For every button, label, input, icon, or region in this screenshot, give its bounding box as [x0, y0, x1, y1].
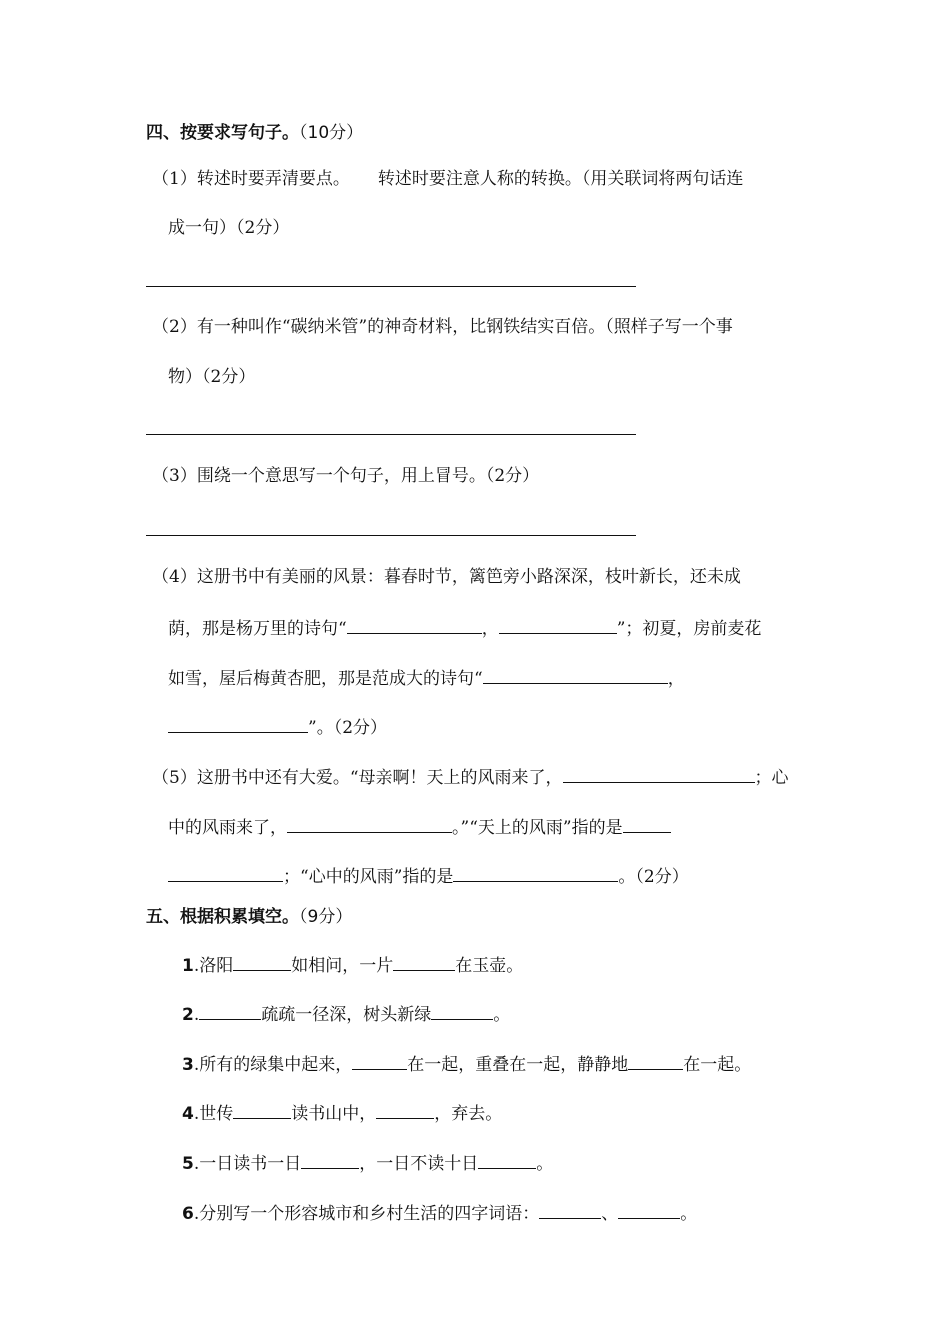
blank-item-5b[interactable] — [478, 1150, 536, 1169]
question-4-text-2b: ， — [481, 619, 499, 639]
item-text-b: 如相问，一片 — [291, 956, 394, 976]
blank-item-6a[interactable] — [539, 1200, 601, 1219]
question-1-line-1 — [152, 167, 743, 191]
question-4-text-2a: 荫，那是杨万里的诗句“ — [168, 619, 347, 639]
section-4-heading — [146, 121, 363, 145]
blank-poem-1a[interactable] — [347, 615, 482, 634]
section-4-points: （10分） — [299, 123, 364, 143]
item-text-c: 在一起。 — [683, 1055, 752, 1075]
item-number: 1 — [182, 956, 194, 976]
blank-item-1a[interactable] — [233, 952, 291, 971]
blank-heart-rain[interactable] — [453, 863, 618, 882]
fill-item-2 — [182, 1001, 510, 1027]
fill-item-6 — [182, 1200, 697, 1226]
item-text-b: 疏疏一径深，树头新绿 — [261, 1005, 432, 1025]
item-text-c: 。 — [493, 1005, 511, 1025]
question-5-text-3a: ；“心中的风雨”指的是 — [283, 867, 454, 887]
section-5-heading — [146, 905, 352, 929]
fill-item-3 — [182, 1051, 751, 1077]
question-5-text-1b: ；心 — [754, 768, 789, 788]
item-text-a: .一日读书一日 — [193, 1154, 302, 1174]
question-4-line-1: （4）这册书中有美丽的风景：暮春时节，篱笆旁小路深深，枝叶新长，还未成 — [152, 567, 741, 587]
item-text-b: ，一日不读十日 — [359, 1154, 479, 1174]
blank-mother-2[interactable] — [287, 814, 452, 833]
item-text-b: 、 — [601, 1204, 619, 1224]
item-number: 2 — [182, 1005, 194, 1025]
item-text-b: 读书山中， — [291, 1104, 377, 1124]
blank-item-2b[interactable] — [431, 1001, 493, 1020]
fill-item-1 — [182, 952, 523, 978]
blank-item-4b[interactable] — [376, 1100, 434, 1119]
blank-item-3b[interactable] — [628, 1051, 683, 1070]
answer-line-3[interactable] — [146, 535, 636, 536]
blank-poem-2b[interactable] — [168, 714, 308, 733]
item-text-a: .洛阳 — [193, 956, 234, 976]
item-text-c: 。 — [536, 1154, 554, 1174]
item-text-a: .分别写一个形容城市和乡村生活的四字词语： — [193, 1204, 540, 1224]
question-1-text-a: （1）转述时要弄清要点。 — [152, 169, 350, 189]
question-1-text-b: 转述时要注意人称的转换。（用关联词将两句话连 — [377, 169, 744, 189]
question-2-line-2: 物）（2分） — [168, 367, 256, 387]
section-5-points: （9分） — [299, 907, 353, 927]
blank-sky-rain-start[interactable] — [623, 814, 671, 833]
fill-item-5 — [182, 1150, 553, 1176]
question-4-text-2c: ”；初夏，房前麦花 — [616, 619, 762, 639]
blank-item-1b[interactable] — [393, 952, 455, 971]
item-text-a: .世传 — [193, 1104, 234, 1124]
item-text-a: .所有的绿集中起来， — [193, 1055, 353, 1075]
question-4-line-4 — [168, 714, 387, 740]
question-3-line-1: （3）围绕一个意思写一个句子，用上冒号。（2分） — [152, 466, 540, 486]
blank-mother-1[interactable] — [563, 764, 755, 783]
item-number: 3 — [182, 1055, 194, 1075]
blank-poem-2a[interactable] — [483, 665, 668, 684]
item-number: 6 — [182, 1204, 194, 1224]
fill-item-4 — [182, 1100, 502, 1126]
item-number: 5 — [182, 1154, 194, 1174]
question-4-line-2 — [168, 615, 761, 641]
question-5-line-3 — [168, 863, 689, 889]
question-5-text-3b: 。（2分） — [618, 867, 689, 887]
question-5-text-2a: 中的风雨来了， — [168, 818, 287, 838]
question-1-line-2: 成一句）（2分） — [168, 218, 290, 238]
question-4-text-4: ”。（2分） — [308, 718, 388, 738]
item-text-c: 。 — [680, 1204, 698, 1224]
question-5-text-2b: 。”“天上的风雨”指的是 — [452, 818, 623, 838]
blank-item-4a[interactable] — [233, 1100, 291, 1119]
item-text-c: ，弃去。 — [434, 1104, 503, 1124]
question-4-text-3b: ， — [667, 669, 685, 689]
blank-item-6b[interactable] — [618, 1200, 680, 1219]
item-text-c: 在玉壶。 — [455, 956, 524, 976]
item-text-b: 在一起，重叠在一起，静静地 — [407, 1055, 629, 1075]
item-number: 4 — [182, 1104, 194, 1124]
question-5-line-2 — [168, 814, 671, 840]
section-5-title: 五、根据积累填空。 — [146, 907, 299, 927]
blank-poem-1b[interactable] — [499, 615, 617, 634]
section-4-title: 四、按要求写句子。 — [146, 123, 299, 143]
blank-item-5a[interactable] — [301, 1150, 359, 1169]
blank-item-2a[interactable] — [199, 1001, 261, 1020]
answer-line-1[interactable] — [146, 286, 636, 287]
question-5-line-1 — [152, 764, 789, 790]
answer-line-2[interactable] — [146, 434, 636, 435]
question-2-line-1: （2）有一种叫作“碳纳米管”的神奇材料，比钢铁结实百倍。（照样子写一个事 — [152, 317, 733, 337]
question-4-text-3a: 如雪，屋后梅黄杏肥，那是范成大的诗句“ — [168, 669, 483, 689]
blank-sky-rain-end[interactable] — [168, 863, 283, 882]
question-4-line-3 — [168, 665, 685, 691]
blank-item-3a[interactable] — [352, 1051, 407, 1070]
question-5-text-1a: （5）这册书中还有大爱。“母亲啊！天上的风雨来了， — [152, 768, 563, 788]
item-text-a: . — [193, 1005, 200, 1025]
